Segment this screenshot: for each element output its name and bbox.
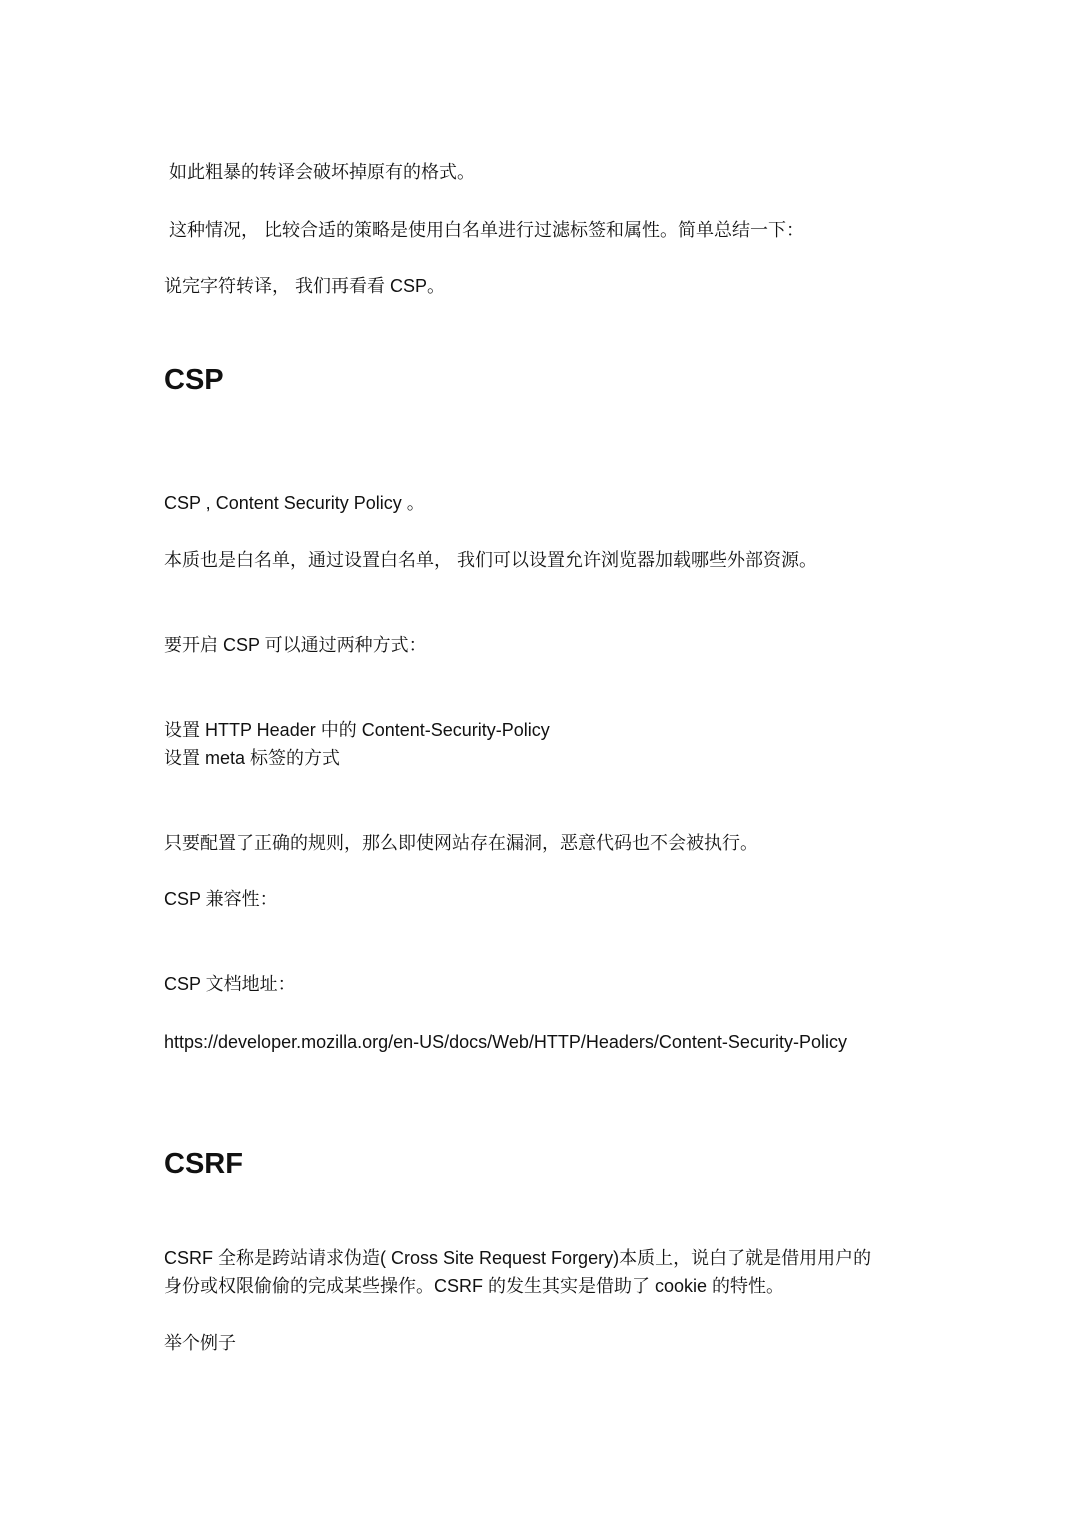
heading-csp: CSP: [164, 364, 224, 396]
list-item-http-header: 设置 HTTP Header 中的 Content-Security-Policy: [164, 720, 550, 740]
paragraph-format-warning: 如此粗暴的转译会破坏掉原有的格式。: [164, 162, 475, 182]
paragraph-csrf-definition-line1: CSRF 全称是跨站请求伪造( Cross Site Request Forgery)本质上，说白了就是借用用户的: [164, 1248, 872, 1268]
paragraph-csp-docs-label: CSP 文档地址：: [164, 974, 296, 994]
paragraph-csrf-example-label: 举个例子: [164, 1333, 236, 1353]
paragraph-whitelist-strategy: 这种情况， 比较合适的策略是使用白名单进行过滤标签和属性。简单总结一下：: [164, 220, 804, 240]
paragraph-csp-enable-intro: 要开启 CSP 可以通过两种方式：: [164, 635, 427, 655]
paragraph-csrf-definition-line2: 身份或权限偷偷的完成某些操作。CSRF 的发生其实是借助了 cookie 的特性。: [164, 1276, 785, 1296]
heading-csrf: CSRF: [164, 1148, 243, 1180]
link-csp-docs-url[interactable]: https://developer.mozilla.org/en-US/docs/Web/HTTP/Headers/Content-Security-Policy: [164, 1032, 847, 1052]
paragraph-csp-essence: 本质也是白名单，通过设置白名单， 我们可以设置允许浏览器加载哪些外部资源。: [164, 550, 817, 570]
paragraph-csp-rule-note: 只要配置了正确的规则，那么即使网站存在漏洞，恶意代码也不会被执行。: [164, 833, 758, 853]
paragraph-csp-intro: CSP , Content Security Policy 。: [164, 493, 425, 513]
paragraph-csp-compat: CSP 兼容性：: [164, 889, 278, 909]
paragraph-transition-to-csp: 说完字符转译， 我们再看看 CSP。: [164, 276, 446, 296]
list-item-meta-tag: 设置 meta 标签的方式: [164, 748, 341, 768]
